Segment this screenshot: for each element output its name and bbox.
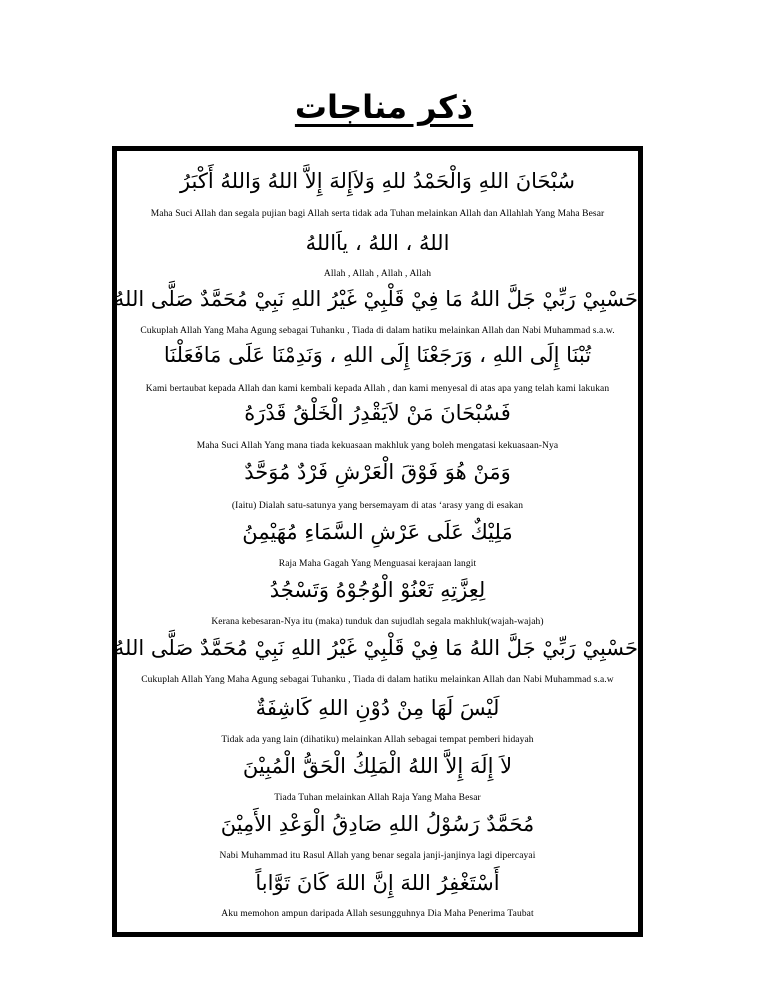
arabic-line: حَسْبِيْ رَبِّيْ جَلَّ اللهُ مَا فِيْ قَلْبِيْ غَيْرُ اللهِ نَبِيْ مُحَمَّدٌ صَلَّى اللهُ bbox=[113, 287, 638, 311]
arabic-line: وَمَنْ هُوَ فَوْقَ الْعَرْشِ فَرْدٌ مُوَحَّدٌ bbox=[244, 460, 511, 484]
translation-line: Raja Maha Gagah Yang Menguasai kerajaan langit bbox=[278, 559, 477, 569]
arabic-line: اللهُ ، اللهُ ، ياَاللهُ bbox=[305, 231, 450, 255]
translation-line: Tidak ada yang lain (dihatiku) melainkan Allah sebagai tempat pemberi hidayah bbox=[221, 735, 534, 745]
translation-line: Kerana kebesaran-Nya itu (maka) tunduk dan sujudlah segala makhluk(wajah-wajah) bbox=[211, 617, 544, 627]
arabic-line: لاَ إِلَهَ إِلاَّ اللهُ الْمَلِكُ الْحَقُّ الْمُبِيْنَ bbox=[242, 754, 513, 778]
arabic-line: فَسُبْحَانَ مَنْ لاَيَقْدِرُ الْخَلْقُ قَدْرَهُ bbox=[244, 401, 511, 425]
translation-line: Nabi Muhammad itu Rasul Allah yang benar segala janji-janjinya lagi dipercayai bbox=[219, 851, 536, 861]
arabic-line: أَسْتَغْفِرُ اللهَ إِنَّ اللهَ كَانَ تَوَّاباً bbox=[255, 871, 500, 895]
translation-line: Kami bertaubat kepada Allah dan kami kembali kepada Allah , dan kami menyesal di atas apa yang telah kami lakukan bbox=[145, 384, 610, 394]
translation-line: Aku memohon ampun daripada Allah sesungguhnya Dia Maha Penerima Taubat bbox=[221, 909, 534, 919]
translation-line: Cukuplah Allah Yang Maha Agung sebagai Tuhanku , Tiada di dalam hatiku melainkan Allah dan Nabi Muhammad s.a.w. bbox=[140, 326, 615, 336]
arabic-line: حَسْبِيْ رَبِّيْ جَلَّ اللهُ مَا فِيْ قَلْبِيْ غَيْرُ اللهِ نَبِيْ مُحَمَّدٌ صَلَّى اللهُ bbox=[113, 636, 638, 660]
translation-line: Maha Suci Allah Yang mana tiada kekuasaan makhluk yang boleh mengatasi kekuasaan-Nya bbox=[196, 441, 559, 451]
arabic-line: لَيْسَ لَهَا مِنْ دُوْنِ اللهِ كَاشِفَةٌ bbox=[255, 696, 500, 720]
translation-line: Allah , Allah , Allah , Allah bbox=[323, 269, 432, 279]
arabic-line: سُبْحَانَ اللهِ وَالْحَمْدُ للهِ وَلاَإِلهَ إِلاَّ اللهُ وَاللهُ أَكْبَرُ bbox=[179, 169, 576, 193]
arabic-line: تُبْنَا إِلَى اللهِ ، وَرَجَعْنَا إِلَى اللهِ ، وَنَدِمْنَا عَلَى مَافَعَلْنَا bbox=[163, 343, 592, 367]
dhikr-frame bbox=[112, 146, 643, 937]
arabic-line: مُحَمَّدٌ رَسُوْلُ اللهِ صَادِقُ الْوَعْدِ الأَمِيْنَ bbox=[220, 812, 535, 836]
translation-line: Cukuplah Allah Yang Maha Agung sebagai Tuhanku , Tiada di dalam hatiku melainkan Allah dan Nabi Muhammad s.a.w bbox=[141, 675, 614, 685]
arabic-line: مَلِيْكٌ عَلَى عَرْشِ السَّمَاءِ مُهَيْمِنُ bbox=[242, 520, 513, 544]
translation-line: Maha Suci Allah dan segala pujian bagi Allah serta tidak ada Tuhan melainkan Allah dan Allahlah Yang Maha Besar bbox=[150, 209, 605, 219]
translation-line: (Iaitu) Dialah satu-satunya yang bersemayam di atas ʻarasy yang di esakan bbox=[231, 501, 524, 511]
arabic-line: لِعِزَّتِهِ تَعْنُوْ الْوُجُوْهُ وَتَسْجُدُ bbox=[269, 578, 486, 602]
translation-line: Tiada Tuhan melainkan Allah Raja Yang Maha Besar bbox=[274, 793, 481, 803]
page-title: ذكر مناجات bbox=[294, 88, 474, 126]
